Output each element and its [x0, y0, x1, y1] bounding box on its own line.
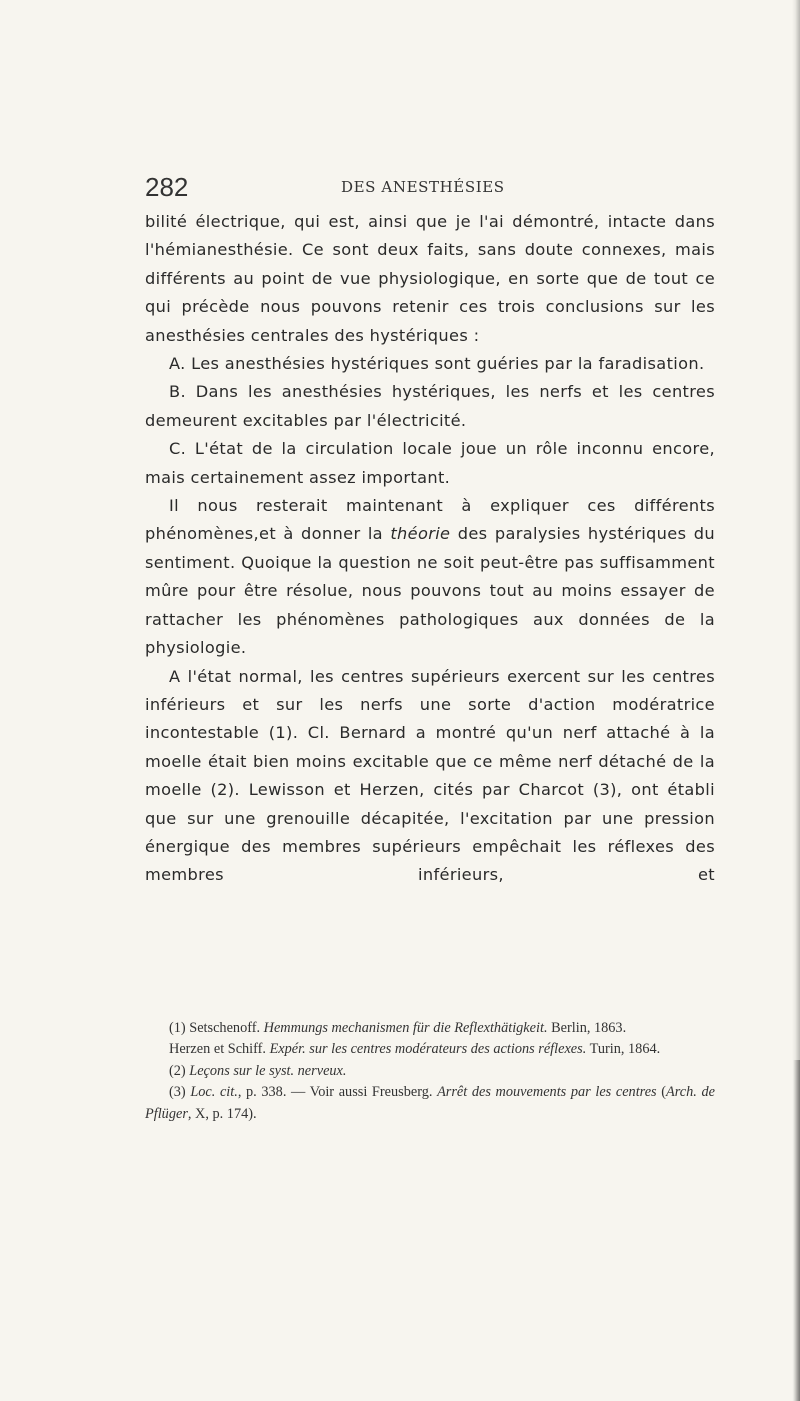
- main-text: [145, 208, 715, 890]
- footnotes: [145, 1018, 715, 1125]
- footnote-1: [145, 1018, 715, 1039]
- footnote-2-prefix: (2): [169, 1062, 190, 1079]
- footnote-1-title: Hemmungs mechanismen für die Reflexthätigkeit.: [263, 1020, 548, 1036]
- footnote-2: [145, 1061, 715, 1082]
- conclusion-b: B. Dans les anesthésies hystériques, les nerfs et les centres demeurent excitables par l'électricité.: [145, 382, 715, 430]
- paragraph-continuation: bilité électrique, qui est, ainsi que je l'ai démontré, intacte dans l'hémianesthésie. Ce sont deux faits, sans doute connexes, mais différents au point de vue physiologique, en sorte que de tout ce qui précède nous pouvons retenir ces trois conclusions sur les anesthésies centrales des hystériques :: [145, 212, 715, 345]
- footnote-3-paren: (: [656, 1084, 667, 1101]
- footnote-3-suffix: , X, p. 174).: [187, 1105, 257, 1122]
- footnote-1b-prefix: Herzen et Schiff.: [169, 1041, 270, 1058]
- paragraph-theory: [145, 492, 715, 662]
- page-number: 282: [145, 172, 189, 202]
- footnote-3-title: Arrêt des mouvements par les centres: [437, 1084, 657, 1101]
- footnote-3: [145, 1082, 715, 1125]
- footnote-2-title: Leçons sur le syst. nerveux.: [189, 1062, 347, 1079]
- conclusion-c: C. L'état de la circulation locale joue un rôle inconnu encore, mais certainement assez important.: [145, 439, 715, 487]
- paragraph-theory-start: Il nous resterait maintenant à expliquer ces différents phénomènes,et à donner la: [145, 496, 715, 544]
- paragraph-normal-state: A l'état normal, les centres supérieurs exercent sur les centres inférieurs et sur les nerfs une sorte d'action modératrice incontestable (1). Cl. Bernard a montré qu'un nerf attaché à la moelle était bien moins excitable que ce même nerf détaché de la moelle (2). Lewisson et Herzen, cités par Charcot (3), ont établi que sur une grenouille décapitée, l'excitation par une pression énergique des membres supérieurs empêchait les réflexes des membres inférieurs, et: [145, 666, 715, 885]
- footnote-1-suffix: Berlin, 1863.: [547, 1020, 627, 1036]
- running-title: DES ANESTHÉSIES: [341, 178, 505, 196]
- footnote-3-journal: Arch. de Pflüger: [145, 1084, 715, 1122]
- footnote-1b-title: Expér. sur les centres modérateurs des actions réflexes.: [269, 1041, 587, 1058]
- page-edge-shadow-lower: [793, 1060, 800, 1401]
- footnote-1b-suffix: Turin, 1864.: [586, 1041, 661, 1058]
- footnote-3-mid: , p. 338. — Voir aussi Freusberg.: [237, 1084, 438, 1101]
- footnote-3-prefix: (3): [169, 1084, 191, 1101]
- footnote-3-loc: Loc. cit.: [190, 1084, 238, 1101]
- conclusion-a: A. Les anesthésies hystériques sont guéries par la faradisation.: [169, 354, 705, 374]
- footnote-1-prefix: (1) Setschenoff.: [169, 1020, 264, 1036]
- page-header: [145, 172, 715, 200]
- emphasis-theorie: théorie: [390, 524, 451, 544]
- paragraph-theory-end: des paralysies hystériques du sentiment. Quoique la question ne soit peut-être pas suffisamment mûre pour être résolue, nous pouvons tout au moins essayer de rattacher les phénomènes pathologiques aux données de la physiologie.: [145, 524, 715, 658]
- footnote-1b: [145, 1039, 715, 1060]
